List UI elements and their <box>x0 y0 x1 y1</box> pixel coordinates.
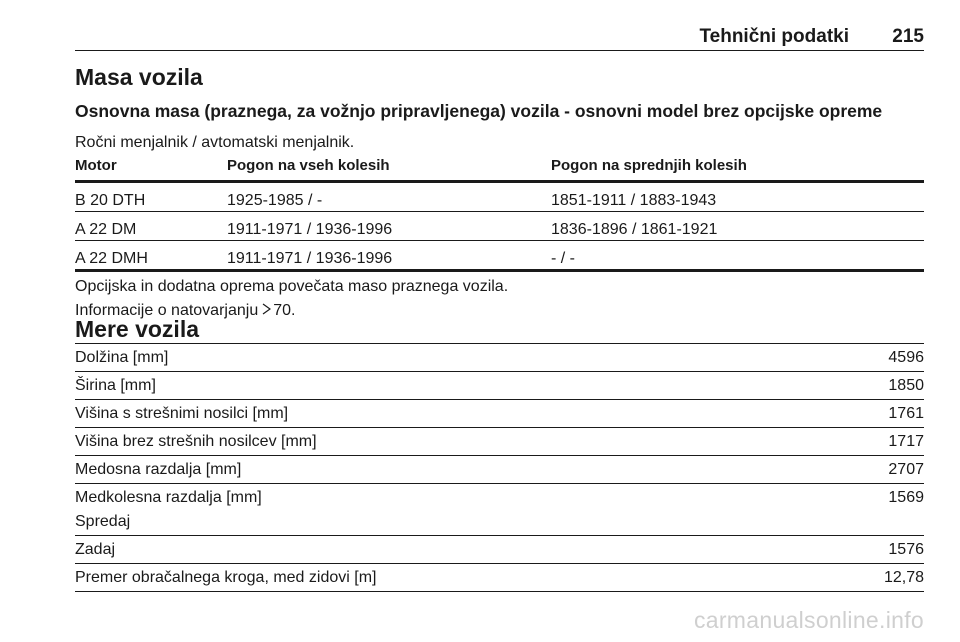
dimension-label: Medkolesna razdalja [mm] <box>75 489 262 506</box>
table-row <box>75 456 924 484</box>
table-row <box>75 344 924 372</box>
dimension-value: 1569 <box>888 489 924 506</box>
column-header-front-wheel-drive: Pogon na sprednjih kolesih <box>551 157 747 174</box>
dimension-value: 1717 <box>888 433 924 450</box>
dimension-value: 12,78 <box>883 569 924 586</box>
vehicle-dimensions-table <box>75 343 924 592</box>
vehicle-mass-subheading: Osnovna masa (praznega, za vožnjo pripravljenega) vozila - osnovni model brez opcijske opreme <box>75 101 883 121</box>
engine-cell: A 22 DMH <box>75 250 148 267</box>
dimension-label: Zadaj <box>75 541 116 558</box>
table-header-row <box>75 148 924 183</box>
front-wheel-drive-mass-cell: 1836-1896 / 1861-1921 <box>551 221 718 238</box>
dimension-label: Premer obračalnega kroga, med zidovi [m] <box>75 569 377 586</box>
table-row <box>75 212 924 241</box>
front-wheel-drive-mass-cell: - / - <box>551 250 575 267</box>
table-row <box>75 183 924 212</box>
dimension-value: 4596 <box>888 349 924 366</box>
reference-text: Informacije o natovarjanju <box>75 302 259 319</box>
section-title: Tehnični podatki <box>699 26 849 47</box>
optional-equipment-note: Opcijska in dodatna oprema povečata maso praznega vozila. <box>75 278 509 295</box>
all-wheel-drive-mass-cell: 1925-1985 / - <box>227 192 323 209</box>
table-row <box>75 241 924 272</box>
table-row <box>75 428 924 456</box>
reference-page: 70. <box>273 302 296 319</box>
vehicle-mass-table <box>75 148 924 272</box>
all-wheel-drive-mass-cell: 1911-1971 / 1936-1996 <box>227 221 393 238</box>
table-row <box>75 484 924 536</box>
running-header <box>75 24 924 51</box>
arrow-outline-right-icon <box>262 302 271 319</box>
dimension-label: Višina s strešnimi nosilci [mm] <box>75 405 289 422</box>
vehicle-mass-heading: Masa vozila <box>75 64 203 90</box>
front-wheel-drive-mass-cell: 1851-1911 / 1883-1943 <box>551 192 717 209</box>
page-number: 215 <box>892 26 924 47</box>
all-wheel-drive-mass-cell: 1911-1971 / 1936-1996 <box>227 250 393 267</box>
table-row <box>75 536 924 564</box>
column-header-engine: Motor <box>75 157 117 174</box>
dimension-label: Medosna razdalja [mm] <box>75 461 242 478</box>
watermark: carmanualsonline.info <box>693 607 924 633</box>
dimension-value: 2707 <box>888 461 924 478</box>
dimension-label: Dolžina [mm] <box>75 349 169 366</box>
dimension-value: 1576 <box>888 541 924 558</box>
engine-cell: A 22 DM <box>75 221 137 238</box>
table-row <box>75 400 924 428</box>
manual-page <box>75 0 924 642</box>
dimension-label: Širina [mm] <box>75 377 156 394</box>
transmission-note: Ročni menjalnik / avtomatski menjalnik. <box>75 134 355 151</box>
dimension-sublabel: Spredaj <box>75 513 131 530</box>
engine-cell: B 20 DTH <box>75 192 146 209</box>
dimension-label: Višina brez strešnih nosilcev [mm] <box>75 433 317 450</box>
dimension-value: 1850 <box>888 377 924 394</box>
column-header-all-wheel-drive: Pogon na vseh kolesih <box>227 157 390 174</box>
vehicle-dimensions-heading: Mere vozila <box>75 316 199 342</box>
dimension-value: 1761 <box>888 405 924 422</box>
table-row <box>75 564 924 592</box>
table-row <box>75 372 924 400</box>
